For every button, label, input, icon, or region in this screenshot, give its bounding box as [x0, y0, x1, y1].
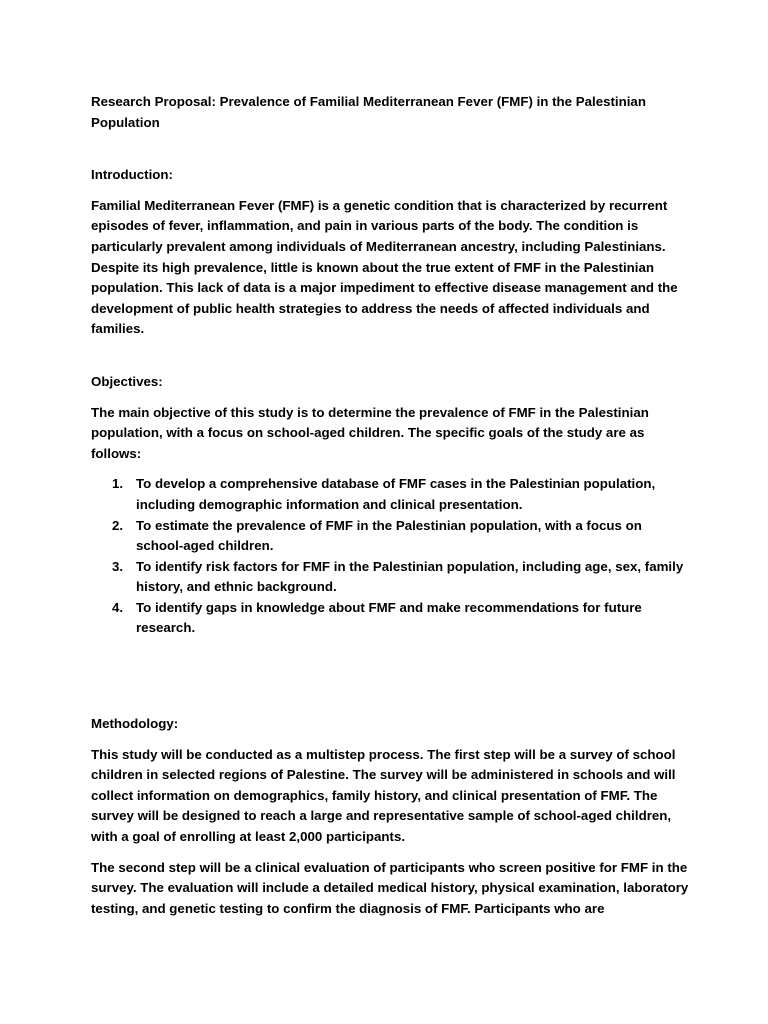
list-item: [91, 474, 691, 515]
methodology-paragraph-1: This study will be conducted as a multistep process. The first step will be a survey of school children in selected regions of Palestine. The survey will be administered in schools and will collect information on demographics, family history, and clinical presentation of FMF. The survey will be designed to reach a large and representative sample of school-aged children, with a goal of enrolling at least 2,000 participants.: [91, 746, 676, 845]
document-page: [91, 92, 691, 929]
methodology-paragraph-2: The second step will be a clinical evaluation of participants who screen positive for FMF in the survey. The evaluation will include a detailed medical history, physical examination, laboratory testing, and genetic testing to confirm the diagnosis of FMF. Participants who are: [91, 859, 689, 916]
objectives-list: [91, 474, 691, 639]
list-item-text: To develop a comprehensive database of FMF cases in the Palestinian population, including demographic information and clinical presentation.: [136, 476, 656, 512]
document-title: Research Proposal: Prevalence of Familial Mediterranean Fever (FMF) in the Palestinian Population: [91, 94, 646, 130]
objectives-paragraph: The main objective of this study is to determine the prevalence of FMF in the Palestinian population, with a focus on school-aged children. The specific goals of the study are as follows:: [91, 404, 649, 461]
list-item-text: To identify gaps in knowledge about FMF and make recommendations for future research.: [136, 599, 642, 636]
introduction-paragraph: Familial Mediterranean Fever (FMF) is a genetic condition that is characterized by recurrent episodes of fever, inflammation, and pain in various parts of the body. The condition is particularly prevalent among individuals of Mediterranean ancestry, including Palestinians. Despite its high prevalence, little is known about the true extent of FMF in the Palestinian population. This lack of data is a major impediment to effective disease management and the development of public health strategies to address the needs of affected individuals and families.: [91, 197, 678, 337]
list-item-number: 1.: [112, 476, 124, 492]
list-item: [91, 598, 691, 639]
introduction-heading: Introduction:: [91, 167, 173, 183]
list-item-text: To estimate the prevalence of FMF in the Palestinian population, with a focus on school-aged children.: [136, 517, 642, 554]
list-item-number: 4.: [112, 599, 124, 615]
methodology-heading: Methodology:: [91, 716, 179, 732]
list-item-number: 3.: [112, 558, 124, 574]
list-item-number: 2.: [112, 517, 124, 533]
objectives-heading: Objectives:: [91, 373, 163, 389]
list-item: [91, 557, 691, 598]
list-item: [91, 516, 691, 557]
list-item-text: To identify risk factors for FMF in the Palestinian population, including age, sex, family history, and ethnic background.: [136, 558, 684, 595]
